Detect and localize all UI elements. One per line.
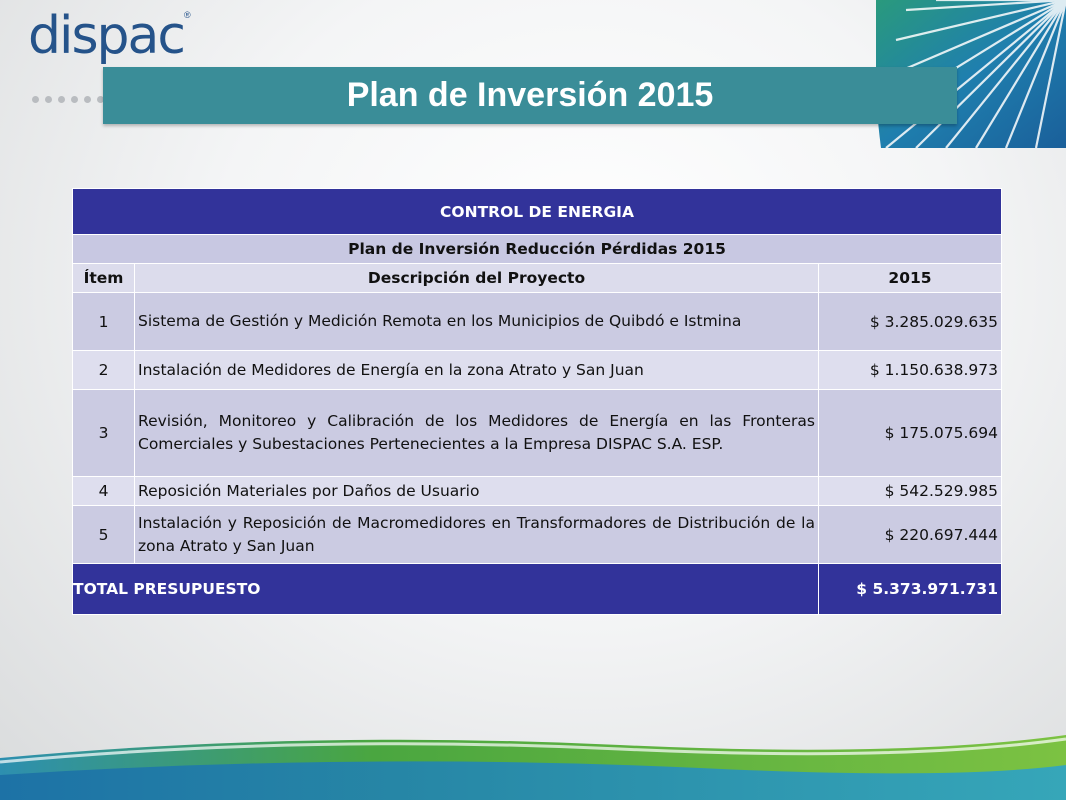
page-title: Plan de Inversión 2015: [103, 67, 957, 124]
dispac-logo: [28, 6, 191, 66]
item-number: 4: [73, 477, 135, 506]
item-value: $ 3.285.029.635: [819, 293, 1002, 351]
decorative-bottom-swoosh: [0, 690, 1066, 800]
total-label: TOTAL PRESUPUESTO: [73, 564, 819, 615]
item-value: $ 220.697.444: [819, 506, 1002, 564]
table-row: [73, 390, 1002, 477]
table-row: [73, 506, 1002, 564]
table-header-row: [73, 189, 1002, 235]
item-description: Sistema de Gestión y Medición Remota en los Municipios de Quibdó e Istmina: [135, 293, 819, 351]
item-number: 2: [73, 351, 135, 390]
item-number: 1: [73, 293, 135, 351]
table-row: [73, 351, 1002, 390]
item-value: $ 175.075.694: [819, 390, 1002, 477]
logo-trademark: ®: [184, 10, 191, 20]
item-description: Revisión, Monitoreo y Calibración de los Medidores de Energía en las Fronteras Comerciales y Subestaciones Pertenecientes a la Empresa DISPAC S.A. ESP.: [135, 390, 819, 477]
logo-text: dispac: [28, 6, 185, 66]
item-value: $ 542.529.985: [819, 477, 1002, 506]
table-row: [73, 293, 1002, 351]
item-description: Reposición Materiales por Daños de Usuario: [135, 477, 819, 506]
item-number: 5: [73, 506, 135, 564]
table-header: CONTROL DE ENERGIA: [73, 189, 1002, 235]
table-subheader: Plan de Inversión Reducción Pérdidas 2015: [73, 235, 1002, 264]
column-header-description: Descripción del Proyecto: [135, 264, 819, 293]
decorative-dots: [32, 96, 104, 103]
total-row: [73, 564, 1002, 615]
column-header-item: Ítem: [73, 264, 135, 293]
item-value: $ 1.150.638.973: [819, 351, 1002, 390]
column-header-year: 2015: [819, 264, 1002, 293]
table-row: [73, 477, 1002, 506]
item-description: Instalación de Medidores de Energía en la zona Atrato y San Juan: [135, 351, 819, 390]
item-description: Instalación y Reposición de Macromedidores en Transformadores de Distribución de la zona Atrato y San Juan: [135, 506, 819, 564]
investment-table: [72, 188, 1002, 615]
total-value: $ 5.373.971.731: [819, 564, 1002, 615]
column-header-row: [73, 264, 1002, 293]
item-number: 3: [73, 390, 135, 477]
table-subheader-row: [73, 235, 1002, 264]
